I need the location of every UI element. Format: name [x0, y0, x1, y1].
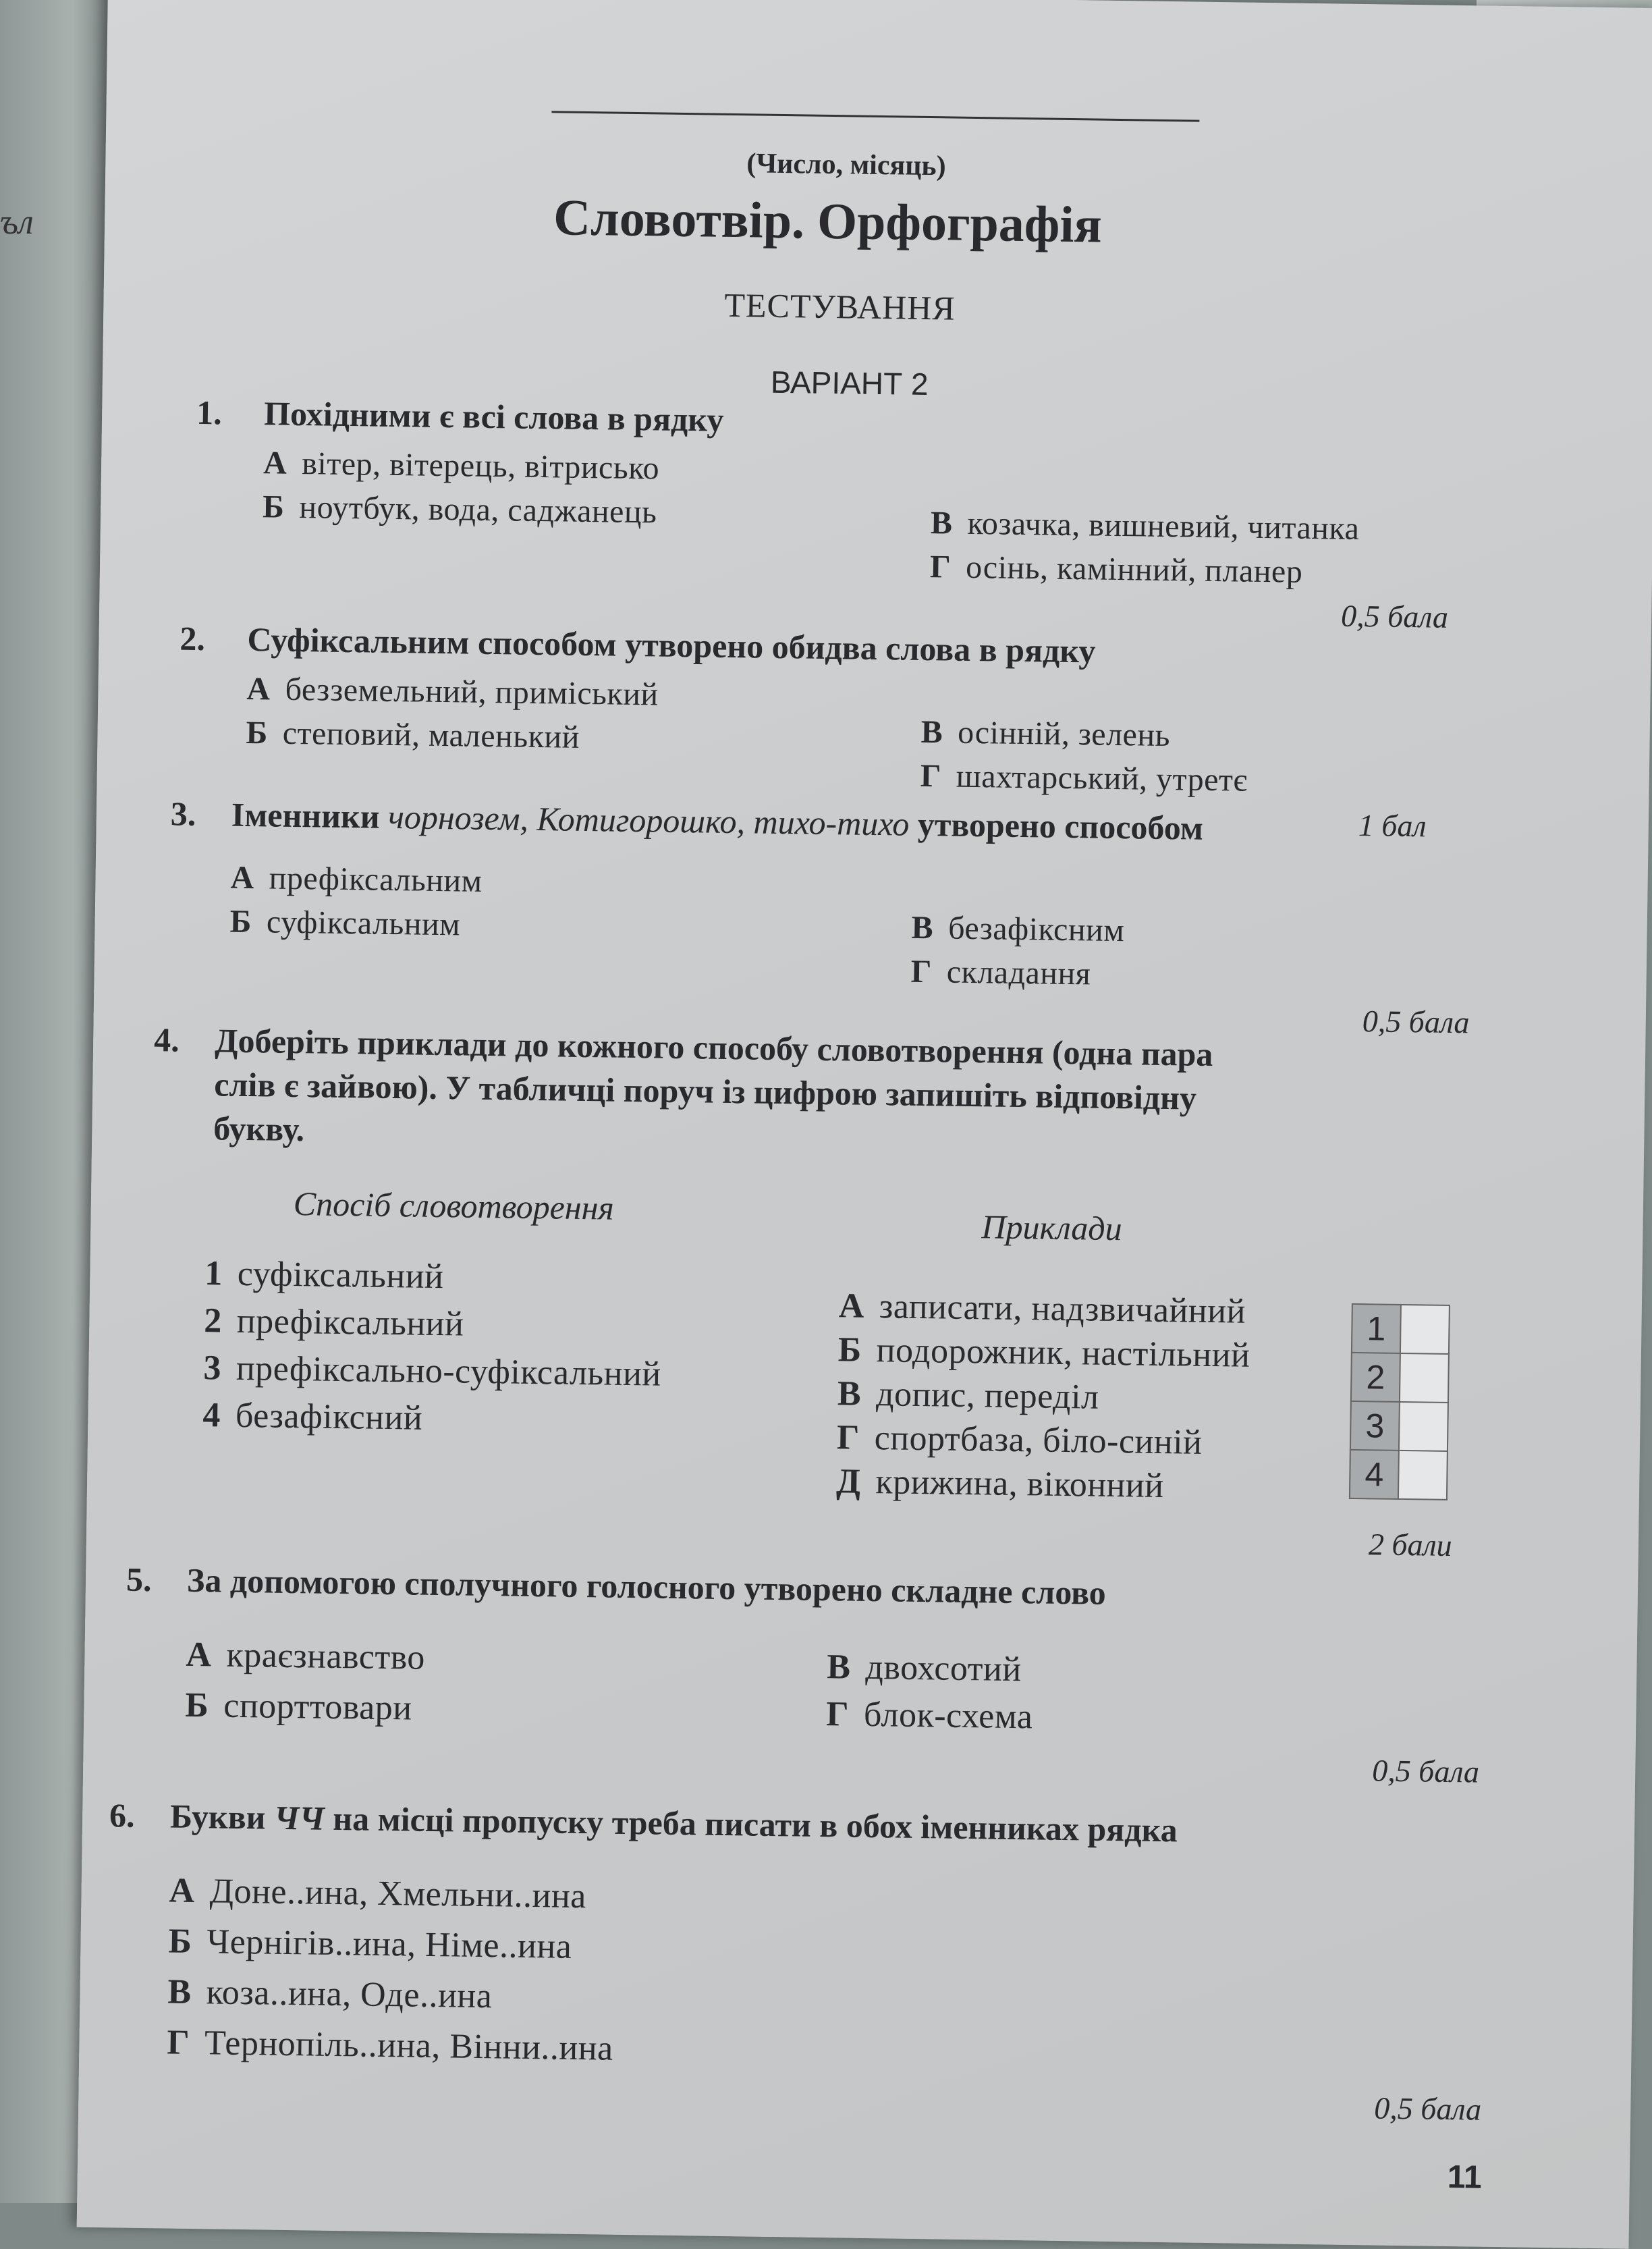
adjacent-page-fragment: ъл	[0, 203, 34, 242]
answer-cell[interactable]	[1400, 1305, 1450, 1354]
option-c[interactable]: В коза..ина, Оде..ина	[167, 1972, 493, 2016]
option-b[interactable]: Б ноутбук, вода, саджанець	[262, 489, 657, 531]
option-a[interactable]: А вітер, вітерець, вітрисько	[263, 445, 660, 487]
example-item: В допис, переділ	[837, 1374, 1099, 1417]
option-d[interactable]: Г Тернопіль..ина, Вінни..ина	[167, 2023, 614, 2068]
worksheet-page	[77, 0, 1652, 2249]
examples-column-header: Приклади	[981, 1208, 1123, 1248]
answer-row-number: 3	[1350, 1401, 1400, 1451]
method-item: 1 суфіксальний	[204, 1254, 444, 1297]
question-text: Суфіксальним способом утворено обидва слова в рядку	[247, 620, 1096, 670]
option-b[interactable]: Б суфіксальним	[229, 903, 461, 943]
question-text-line: слів є зайвою). У табличці поруч із цифрою запишіть відповідну	[213, 1065, 1197, 1117]
question-text: Іменники чорнозем, Котигорошко, тихо-тихо утворено способом	[231, 795, 1204, 847]
page-number: 11	[1447, 2159, 1482, 2196]
option-b[interactable]: Б степовий, маленький	[246, 714, 580, 755]
answer-row-number: 1	[1352, 1304, 1401, 1353]
question-text: За допомогою сполучного голосного утворено складне слово	[186, 1561, 1107, 1612]
method-item: 3 префіксально-суфіксальний	[203, 1349, 662, 1394]
example-item: Г спортбаза, біло-синій	[836, 1418, 1203, 1462]
question-text: Букви ЧЧ на місці пропуску треба писати в обох іменниках рядка	[169, 1797, 1178, 1849]
variant-label: ВАРІАНТ 2	[770, 364, 929, 402]
option-a[interactable]: А безземельний, приміський	[246, 670, 659, 713]
option-b[interactable]: Б Чернігів..ина, Німе..ина	[168, 1922, 572, 1966]
example-item: Б подорожник, настільний	[837, 1330, 1250, 1375]
option-c[interactable]: В козачка, вишневий, читанка	[930, 505, 1360, 547]
option-a[interactable]: А Доне..ина, Хмельни..ина	[169, 1871, 587, 1916]
option-c[interactable]: В осінній, зелень	[920, 713, 1171, 754]
option-b[interactable]: Б спорттовари	[185, 1685, 412, 1728]
option-c[interactable]: В двохсотий	[826, 1648, 1022, 1689]
question-text-line: букву.	[213, 1109, 305, 1149]
points-label: 2 бали	[1368, 1527, 1453, 1563]
answer-cell[interactable]	[1399, 1402, 1448, 1451]
option-d[interactable]: Г шахтарський, утретє	[920, 757, 1248, 798]
method-item: 2 префіксальний	[204, 1301, 464, 1344]
points-label: 0,5 бала	[1340, 598, 1449, 634]
points-label: 0,5 бала	[1373, 2090, 1482, 2127]
page-title: Словотвір. Орфографія	[553, 189, 1103, 254]
points-label: 0,5 бала	[1362, 1004, 1470, 1040]
method-item: 4 безафіксний	[202, 1396, 423, 1438]
example-item: Д крижина, віконний	[835, 1462, 1165, 1506]
points-label: 1 бал	[1358, 807, 1427, 844]
option-c[interactable]: В безафіксним	[911, 909, 1125, 949]
question-number: 4.	[153, 1021, 180, 1059]
option-d[interactable]: Г блок-схема	[825, 1695, 1033, 1737]
answer-row-number: 4	[1350, 1450, 1399, 1499]
question-number: 1.	[196, 393, 223, 432]
option-d[interactable]: Г осінь, камінний, планер	[929, 549, 1303, 590]
answer-table	[1349, 1303, 1450, 1500]
question-text-line: Доберіть приклади до кожного способу словотворення (одна пара	[214, 1021, 1213, 1074]
question-number: 2.	[180, 619, 206, 658]
page-subtitle: ТЕСТУВАННЯ	[724, 286, 956, 327]
methods-column-header: Спосіб словотворення	[293, 1185, 615, 1227]
question-number: 6.	[109, 1796, 136, 1835]
option-a[interactable]: А префіксальним	[230, 859, 483, 899]
question-text: Похідними є всі слова в рядку	[263, 394, 724, 439]
answer-cell[interactable]	[1400, 1353, 1449, 1403]
example-item: А записати, надзвичайний	[838, 1286, 1246, 1331]
points-label: 0,5 бала	[1371, 1753, 1480, 1789]
answer-cell[interactable]	[1398, 1451, 1448, 1500]
answer-row-number: 2	[1351, 1353, 1400, 1402]
question-number: 3.	[170, 794, 196, 833]
date-label: (Число, місяць)	[746, 148, 946, 182]
option-d[interactable]: Г складання	[910, 953, 1091, 992]
date-write-line[interactable]	[551, 111, 1199, 121]
question-number: 5.	[126, 1560, 152, 1599]
option-a[interactable]: А краєзнавство	[186, 1635, 426, 1677]
